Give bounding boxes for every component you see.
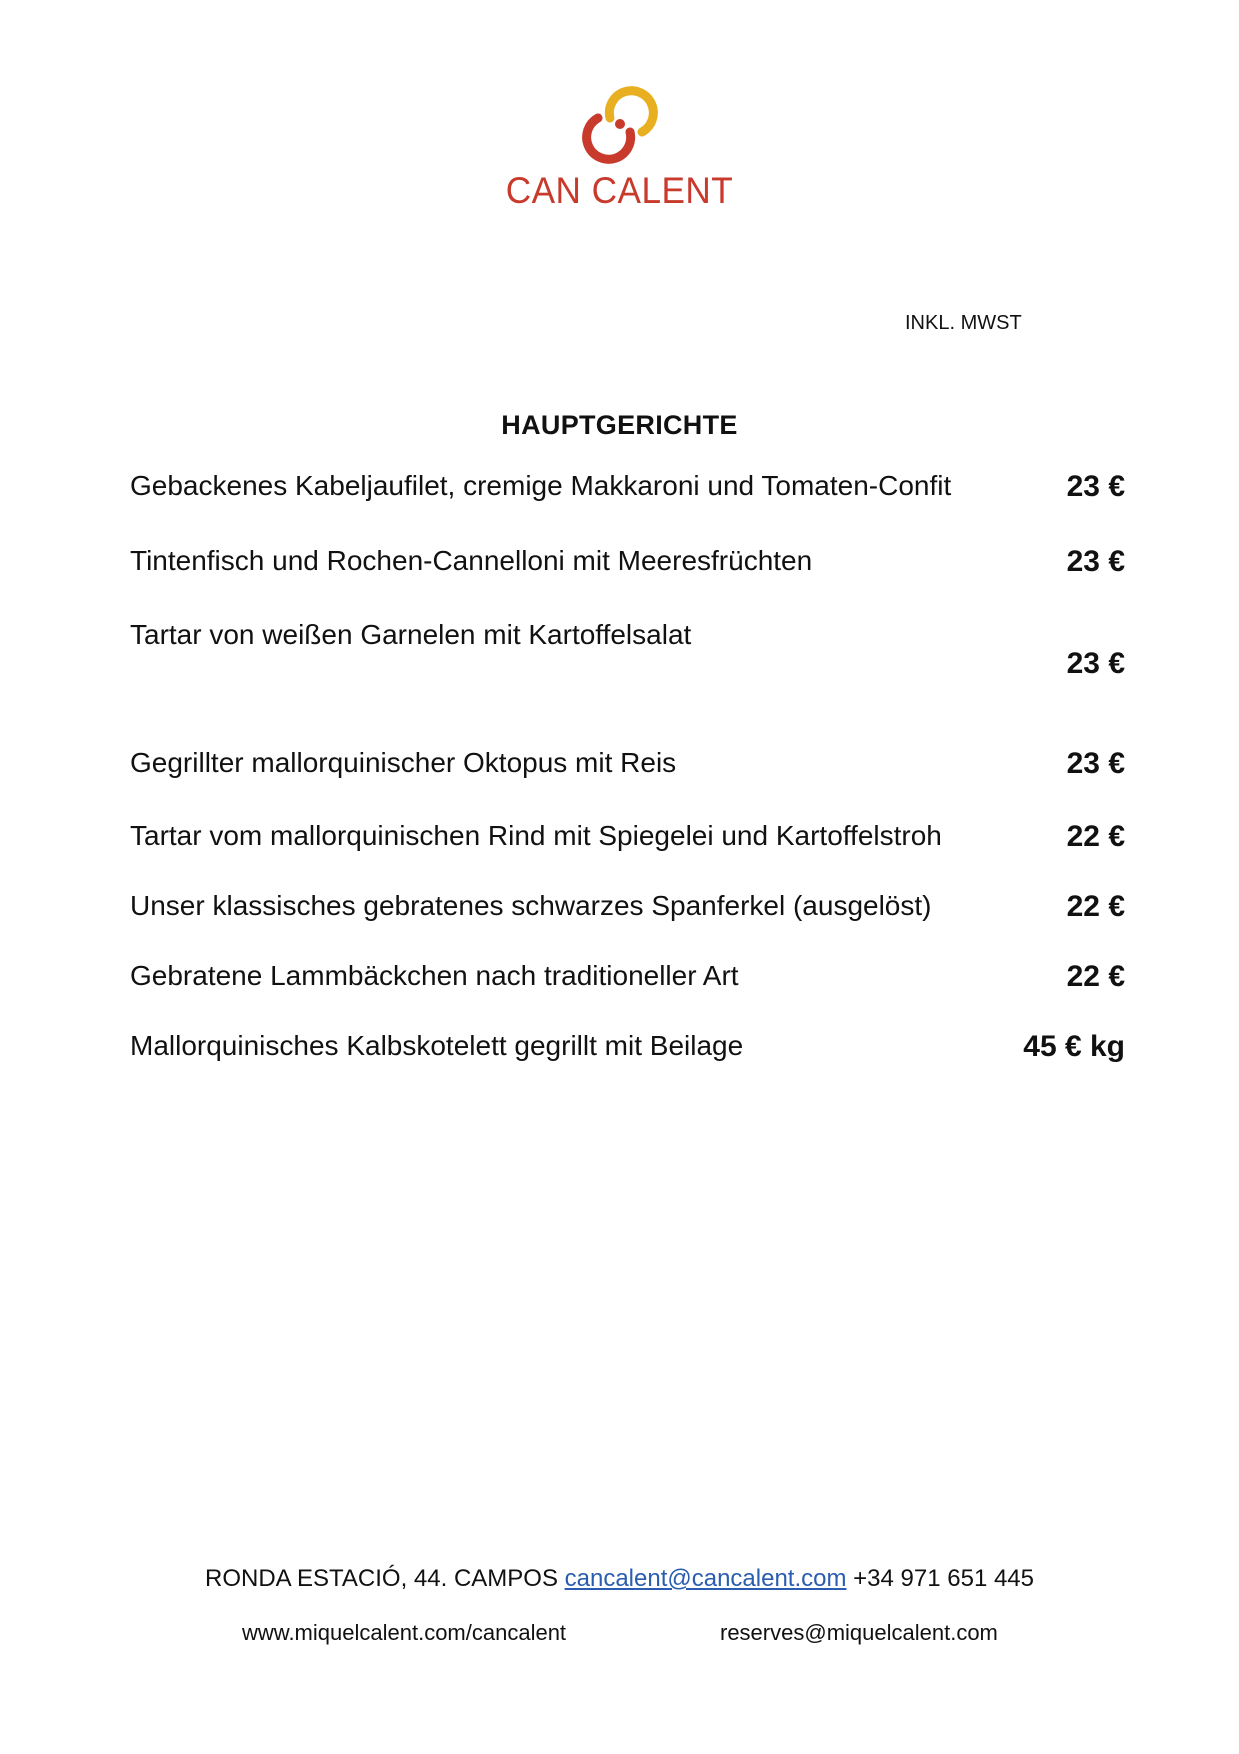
vat-note: INKL. MWST xyxy=(905,312,1022,334)
dish-price: 22 € xyxy=(1066,820,1125,853)
dish-price: 23 € xyxy=(1066,470,1125,503)
footer-phone: +34 971 651 445 xyxy=(853,1565,1034,1592)
menu-list xyxy=(130,0,1125,1754)
dish-price: 23 € xyxy=(1066,747,1125,780)
dish-price: 22 € xyxy=(1066,890,1125,923)
brand-name: CAN CALENT xyxy=(505,170,734,211)
section-title: HAUPTGERICHTE xyxy=(501,410,738,440)
dish-price: 45 € kg xyxy=(1023,1030,1125,1063)
dish-name: Gebackenes Kabeljaufilet, cremige Makkaroni und Tomaten-Confit xyxy=(130,470,952,501)
dish-name: Gegrillter mallorquinischer Oktopus mit Reis xyxy=(130,747,677,778)
dish-price: 22 € xyxy=(1066,960,1125,993)
dish-name: Gebratene Lammbäckchen nach traditioneller Art xyxy=(130,960,739,991)
dish-price: 23 € xyxy=(1066,647,1125,680)
footer-address: RONDA ESTACIÓ, 44. CAMPOS xyxy=(204,1565,558,1592)
dish-name: Tartar vom mallorquinischen Rind mit Spiegelei und Kartoffelstroh xyxy=(130,820,942,851)
footer-email-link[interactable]: cancalent@cancalent.com xyxy=(564,1565,847,1592)
dish-name: Unser klassisches gebratenes schwarzes Spanferkel (ausgelöst) xyxy=(130,890,932,921)
footer-contact-line xyxy=(0,1565,1239,1593)
dish-price: 23 € xyxy=(1066,545,1125,578)
dish-name: Tartar von weißen Garnelen mit Kartoffelsalat xyxy=(130,619,692,650)
dish-name: Tintenfisch und Rochen-Cannelloni mit Meeresfrüchten xyxy=(130,545,813,576)
footer-website[interactable]: www.miquelcalent.com/cancalent xyxy=(242,1620,567,1645)
dish-name: Mallorquinisches Kalbskotelett gegrillt mit Beilage xyxy=(130,1030,744,1061)
footer-reservations-email[interactable]: reserves@miquelcalent.com xyxy=(720,1620,998,1645)
